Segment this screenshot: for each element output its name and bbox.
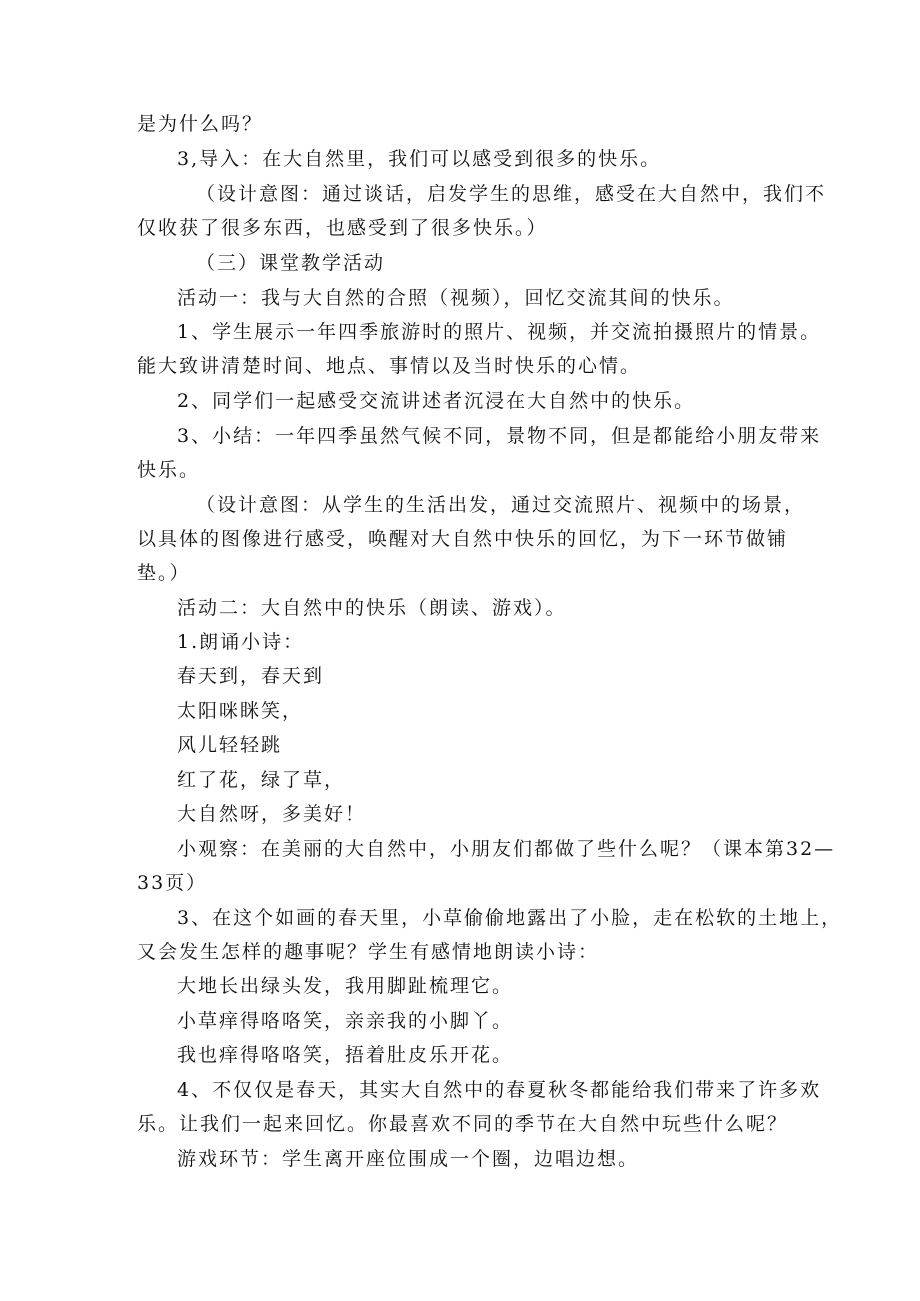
text-line: 1、学生展示一年四季旅游时的照片、视频，并交流拍摄照片的情景。 [177, 321, 822, 343]
text-line: 快乐。 [137, 459, 201, 481]
text-line: 垫。） [137, 562, 191, 584]
poem-line: 我也痒得咯咯笑，捂着肚皮乐开花。 [177, 1044, 514, 1066]
text-line: 3、小结：一年四季虽然气候不同，景物不同，但是都能给小朋友带来 [177, 425, 822, 447]
text-line: （设计意图：通过谈话，启发学生的思维，感受在大自然中，我们不 [196, 183, 827, 205]
poem-line: 春天到，春天到 [177, 665, 325, 687]
text-line: 又会发生怎样的趣事呢？学生有感情地朗读小诗： [137, 941, 600, 963]
text-line: 能大致讲清楚时间、地点、事情以及当时快乐的心情。 [137, 355, 642, 377]
poem-line: 红了花，绿了草， [177, 769, 346, 791]
poem-line: 大地长出绿头发，我用脚趾梳理它。 [177, 975, 514, 997]
text-line: 以具体的图像进行感受，唤醒对大自然中快乐的回忆，为下一环节做铺 [137, 528, 789, 550]
text-line: 游戏环节：学生离开座位围成一个圈，边唱边想。 [177, 1148, 640, 1170]
section-heading: （三）课堂教学活动 [196, 252, 386, 274]
text-line: 3、在这个如画的春天里，小草偷偷地露出了小脸，走在松软的土地上， [177, 907, 843, 929]
text-line: 活动一：我与大自然的合照（视频），回忆交流其间的快乐。 [177, 287, 735, 309]
text-line: 1.朗诵小诗： [177, 631, 305, 653]
text-line: 是为什么吗？ [137, 113, 264, 135]
text-line: （设计意图：从学生的生活出发，通过交流照片、视频中的场景， [196, 494, 806, 516]
text-line: 小观察：在美丽的大自然中，小朋友们都做了些什么呢？（课本第32— [177, 838, 836, 860]
text-line: 乐。让我们一起来回忆。你最喜欢不同的季节在大自然中玩些什么呢？ [137, 1113, 789, 1135]
text-line: 4、不仅仅是春天，其实大自然中的春夏秋冬都能给我们带来了许多欢 [177, 1079, 822, 1101]
text-line: 33页） [137, 872, 208, 894]
poem-line: 大自然呀，多美好！ [177, 803, 367, 825]
poem-line: 风儿轻轻跳 [177, 734, 283, 756]
text-line: 3,导入：在大自然里，我们可以感受到很多的快乐。 [177, 148, 662, 170]
text-line: 2、同学们一起感受交流讲述者沉浸在大自然中的快乐。 [177, 390, 696, 412]
text-line: 活动二：大自然中的快乐（朗读、游戏）。 [177, 597, 567, 619]
text-line: 仅收获了很多东西，也感受到了很多快乐。） [137, 217, 548, 239]
poem-line: 小草痒得咯咯笑，亲亲我的小脚丫。 [177, 1010, 514, 1032]
poem-line: 太阳咪眯笑， [177, 700, 304, 722]
